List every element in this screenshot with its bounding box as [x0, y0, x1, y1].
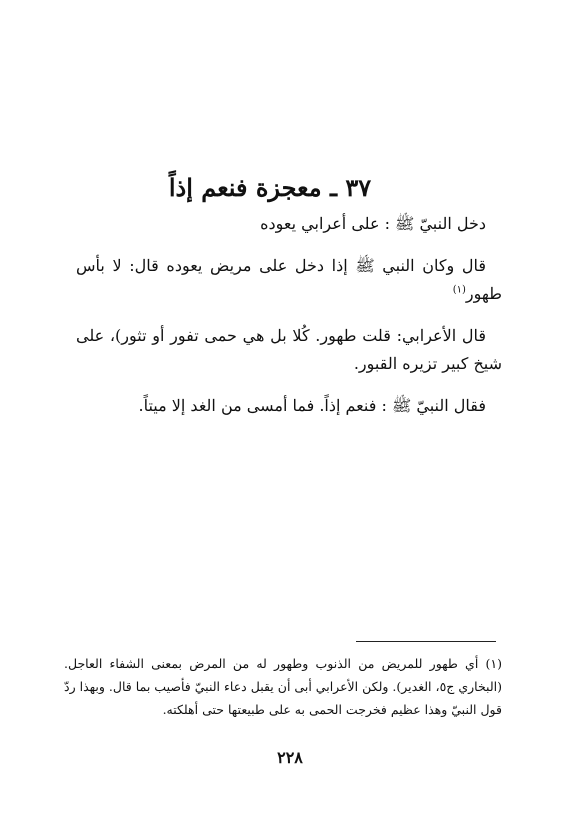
paragraph-2-text: قال وكان النبي ﷺ إذا دخل على مريض يعوده قال: لا بأس طهور: [76, 256, 502, 303]
paragraph-4-text: فقال النبيّ ﷺ : فنعم إذاً. فما أمسى من الغد إلا ميتاً.: [138, 396, 486, 415]
footnote: (١) أي طهور للمريض من الذنوب وطهور له من المرض بمعنى الشفاء العاجل. (البخاري ج٥، الغدير). ولكن الأعرابي أبى أن يقبل دعاء النبيّ فأصيب بما قال. وبهذا ردّ قول النبيّ وهذا عظيم فخرجت الحمى به على طبيعتها حتى أهلكته.: [64, 656, 502, 717]
body-text: [76, 210, 502, 434]
footnote-marker[interactable]: (١): [452, 284, 466, 296]
page-number: ٢٢٨: [277, 748, 303, 767]
paragraph-3: [76, 322, 502, 378]
paragraph-4: [76, 392, 502, 420]
paragraph-3-text: قال الأعرابي: قلت طهور. كُلا بل هي حمى تفور أو تثور)، على شيخ كبير تزيره القبور.: [76, 326, 502, 373]
paragraph-1-text: دخل النبيّ ﷺ : على أعرابي يعوده: [260, 214, 486, 233]
section-heading: ٣٧ ـ معجزة فنعم إذاً: [168, 173, 372, 202]
paragraph-1: [76, 210, 502, 238]
footnote-divider: [356, 641, 496, 642]
paragraph-2: [76, 252, 502, 308]
